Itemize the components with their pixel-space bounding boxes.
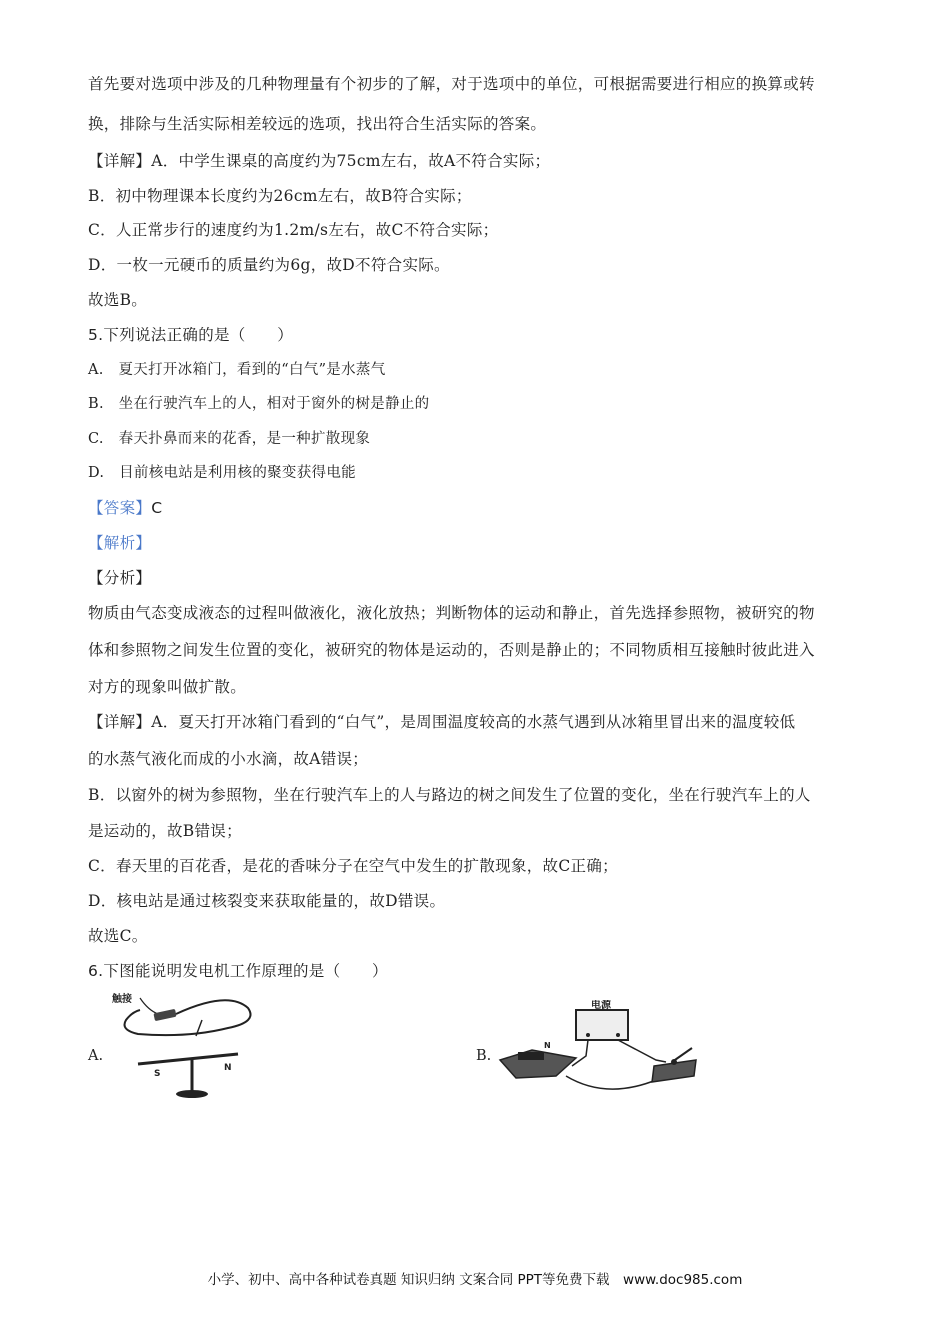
- footer: 小学、初中、高中各种试卷真题 知识归纳 文案合同 PPT等免费下载 www.doc985.com: [207, 1272, 743, 1288]
- fig-b-n-label: N: [544, 1041, 551, 1050]
- q6-option-a-label: A.: [88, 1048, 104, 1064]
- fenxi-line-1: 物质由气态变成液态的过程叫做液化，液化放热；判断物体的运动和静止，首先选择参照物，被研究的物: [88, 604, 815, 622]
- figure-a-diagram: [108, 990, 258, 1100]
- q5-detail-line-5: C．春天里的百花香，是花的香味分子在空气中发生的扩散现象，故C正确；: [88, 857, 618, 875]
- q6-stem: 6.下图能说明发电机工作原理的是（ ）: [88, 962, 388, 980]
- figure-b-diagram: [496, 1000, 706, 1100]
- intro-line-2: 换，排除与生活实际相差较远的选项，找出符合生活实际的答案。: [88, 115, 547, 133]
- q5-detail-line-4: 是运动的，故B错误；: [88, 822, 242, 840]
- q4-detail-b: B．初中物理课本长度约为26cm左右，故B符合实际；: [88, 187, 472, 205]
- q4-detail-c: C．人正常步行的速度约为1.2m/s左右，故C不符合实际；: [88, 221, 499, 239]
- q5-conclusion: 故选C。: [88, 927, 148, 945]
- q4-conclusion: 故选B。: [88, 291, 148, 309]
- intro-line-1: 首先要对选项中涉及的几种物理量有个初步的了解，对于选项中的单位，可根据需要进行相应的换算或转: [88, 75, 815, 93]
- q5-option-c: C. 春天扑鼻而来的花香，是一种扩散现象: [88, 431, 371, 447]
- answer-value: C: [151, 499, 163, 517]
- analysis-tag: 【解析】: [88, 534, 152, 552]
- q4-detail-a: 【详解】A．中学生课桌的高度约为75cm左右，故A不符合实际；: [88, 152, 551, 170]
- q5-answer: [88, 498, 162, 518]
- answer-tag: 【答案】: [88, 499, 152, 517]
- q5-detail-line-3: B．以窗外的树为参照物，坐在行驶汽车上的人与路边的树之间发生了位置的变化，坐在行驶汽车上的人: [88, 786, 811, 804]
- q5-option-b: B. 坐在行驶汽车上的人，相对于窗外的树是静止的: [88, 396, 430, 412]
- q5-detail-line-1: 【详解】A．夏天打开冰箱门看到的“白气”，是周围温度较高的水蒸气遇到从冰箱里冒出来的温度较低: [88, 713, 796, 731]
- fig-a-top-text: 触接: [112, 994, 132, 1005]
- q5-option-a: A. 夏天打开冰箱门，看到的“白气”是水蒸气: [88, 362, 386, 378]
- fig-a-n-label: N: [224, 1063, 232, 1073]
- fenxi-line-3: 对方的现象叫做扩散。: [88, 678, 247, 696]
- fig-a-s-label: S: [154, 1069, 161, 1079]
- q5-detail-line-2: 的水蒸气液化而成的小水滴，故A错误；: [88, 750, 369, 768]
- q5-detail-line-6: D．核电站是通过核裂变来获取能量的，故D错误。: [88, 892, 446, 910]
- q5-option-d: D. 目前核电站是利用核的聚变获得电能: [88, 465, 356, 481]
- fenxi-tag: 【分析】: [88, 569, 152, 587]
- fenxi-line-2: 体和参照物之间发生位置的变化，被研究的物体是运动的，否则是静止的；不同物质相互接触时彼此进入: [88, 641, 815, 659]
- q4-detail-d: D．一枚一元硬币的质量约为6g，故D不符合实际。: [88, 256, 450, 274]
- q6-option-b-label: B.: [476, 1048, 492, 1064]
- q5-stem: 5.下列说法正确的是（ ）: [88, 326, 293, 344]
- fig-b-box-label: 电源: [591, 1000, 611, 1011]
